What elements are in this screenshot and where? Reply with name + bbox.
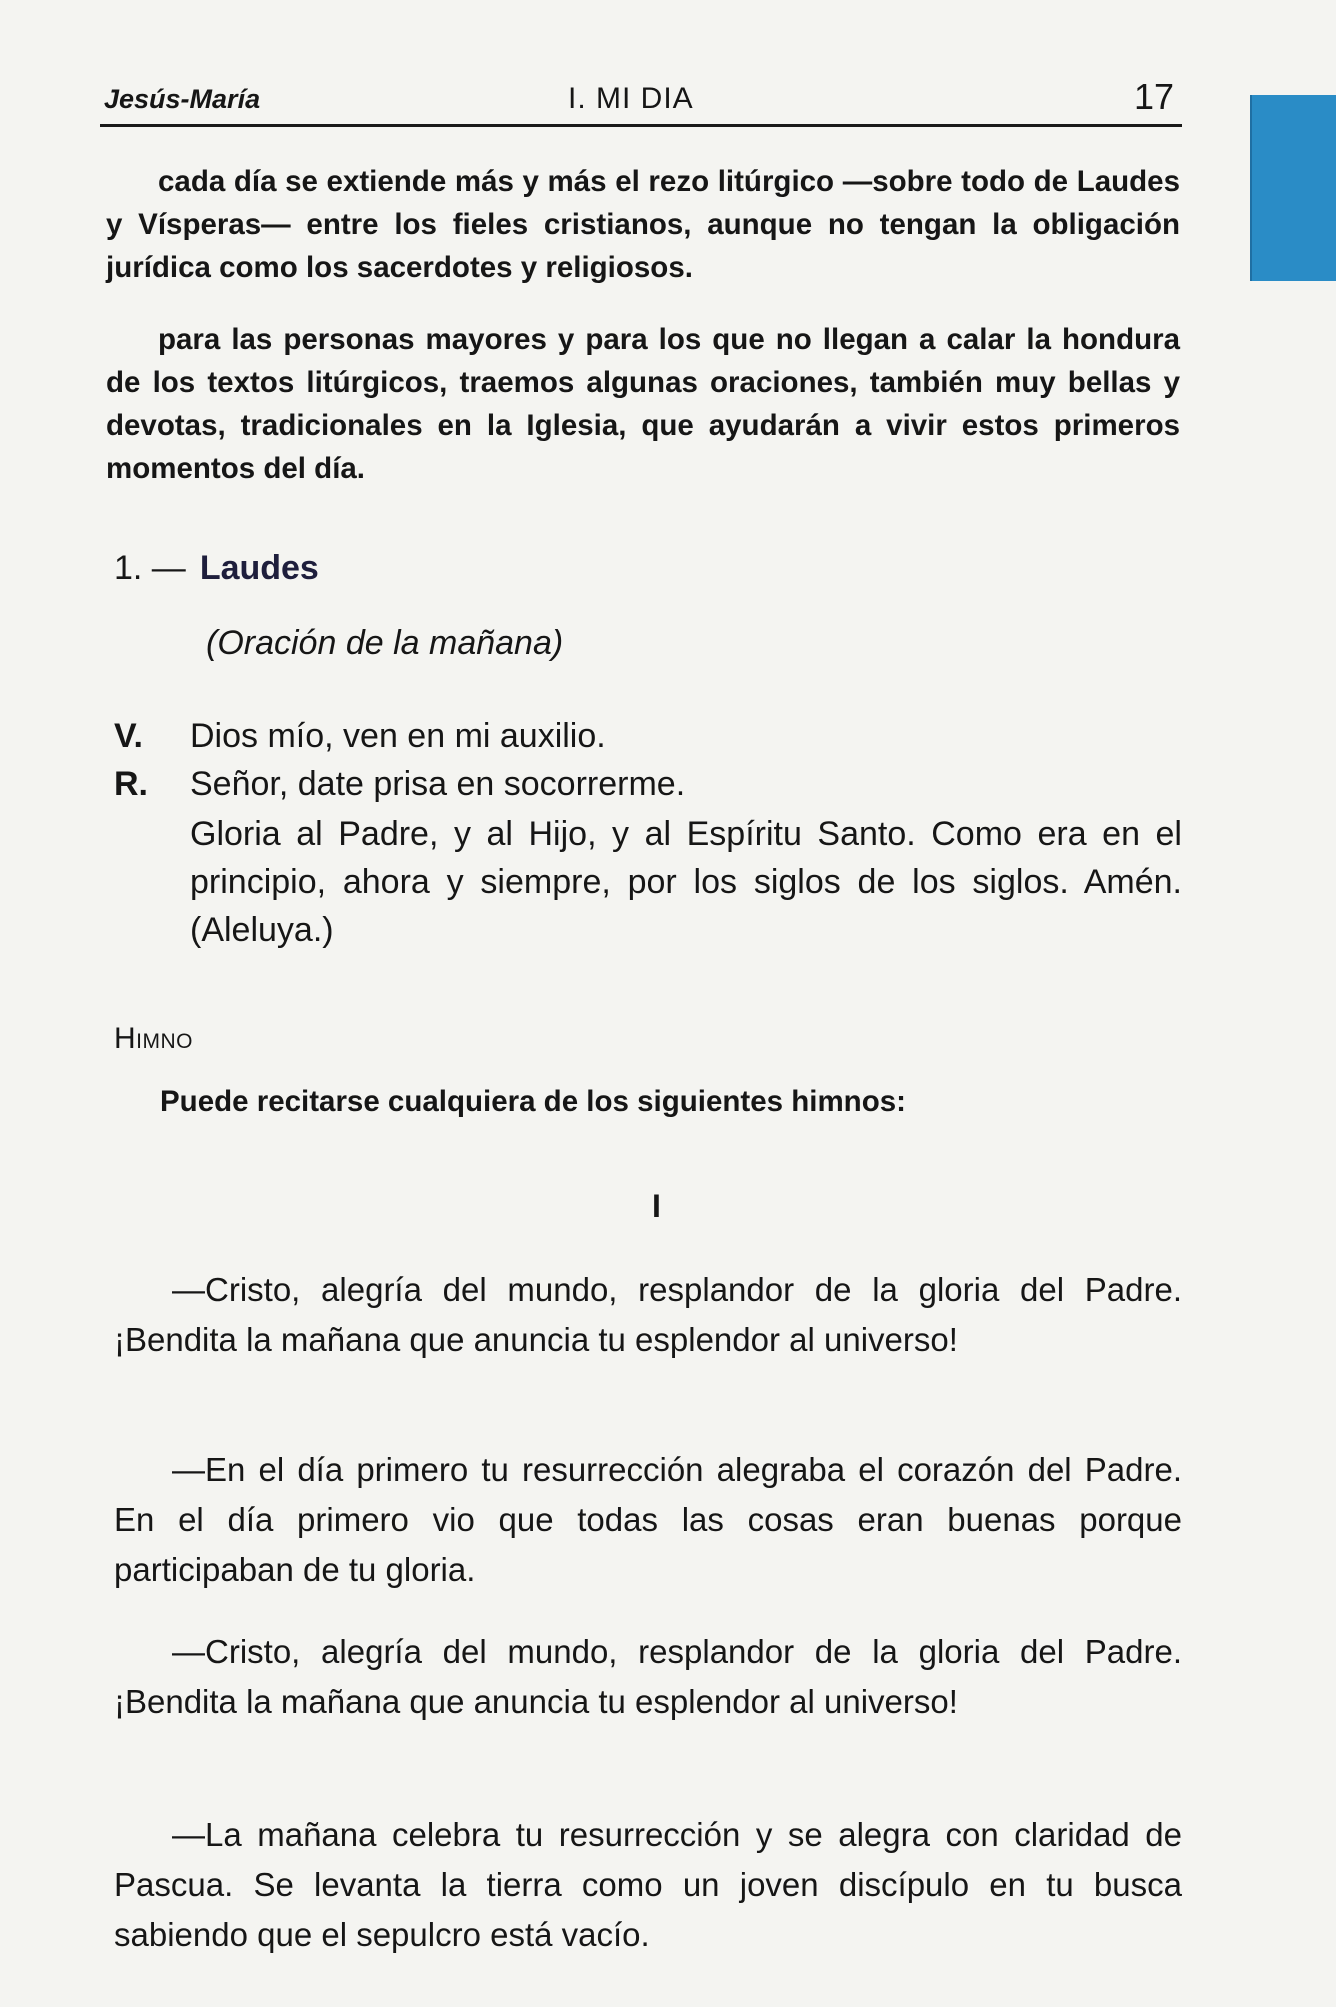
hymn-stanza: —La mañana celebra tu resurrección y se alegra con claridad de Pascua. Se levanta la tierra como un joven discípulo en tu busca sabiendo que el sepulcro está vacío. [114,1816,1182,1953]
intro-paragraph: cada día se extiende más y más el rezo litúrgico —sobre todo de Laudes y Vísperas— entre los fieles cristianos, aunque no tengan la obligación jurídica como los sacerdotes y religiosos. [106,165,1180,284]
header-chapter: I. MI DIA [568,82,694,115]
page-number: 17 [1133,76,1174,117]
running-header [100,78,1182,127]
gloria-patri [114,810,1182,954]
section-number: 1. — [114,549,186,587]
hymn-stanza: —Cristo, alegría del mundo, resplandor de la gloria del Padre. ¡Bendita la mañana que anuncia tu esplendor al universo! [114,1633,1182,1720]
page-edge-color-tab [1250,95,1336,281]
versicle-symbol: V. [114,717,144,755]
section-title: Laudes [199,549,319,587]
hymn-instruction: Puede recitarse cualquiera de los siguientes himnos: [160,1085,906,1118]
response-symbol: R. [114,765,148,803]
hymn-stanza: —Cristo, alegría del mundo, resplandor de la gloria del Padre. ¡Bendita la mañana que anuncia tu esplendor al universo! [114,1271,1182,1358]
intro-paragraph: para las personas mayores y para los que no llegan a calar la hondura de los textos litúrgicos, traemos algunas oraciones, también muy bellas y devotas, tradicionales en la Iglesia, que ayudarán a vivir estos primeros momentos del día. [106,323,1180,485]
gloria-text: Gloria al Padre, y al Hijo, y al Espíritu Santo. Como era en el principio, ahora y siempre, por los siglos de los siglos. Amén. (Aleluya.) [190,815,1182,949]
section-subtitle: (Oración de la mañana) [206,624,564,662]
header-book-title: Jesús-María [104,84,261,114]
response-text: Señor, date prisa en socorrerme. [190,765,686,803]
response-line [114,760,1182,808]
versicle-text: Dios mío, ven en mi auxilio. [190,717,606,755]
hymn-stanza: —En el día primero tu resurrección alegraba el corazón del Padre. En el día primero vio que todas las cosas eran buenas porque participaban de tu gloria. [114,1451,1182,1588]
hymn-heading: Himno [114,1022,193,1055]
hymn-number: I [652,1188,661,1224]
versicle-line [114,712,1182,760]
section-heading [114,549,319,588]
